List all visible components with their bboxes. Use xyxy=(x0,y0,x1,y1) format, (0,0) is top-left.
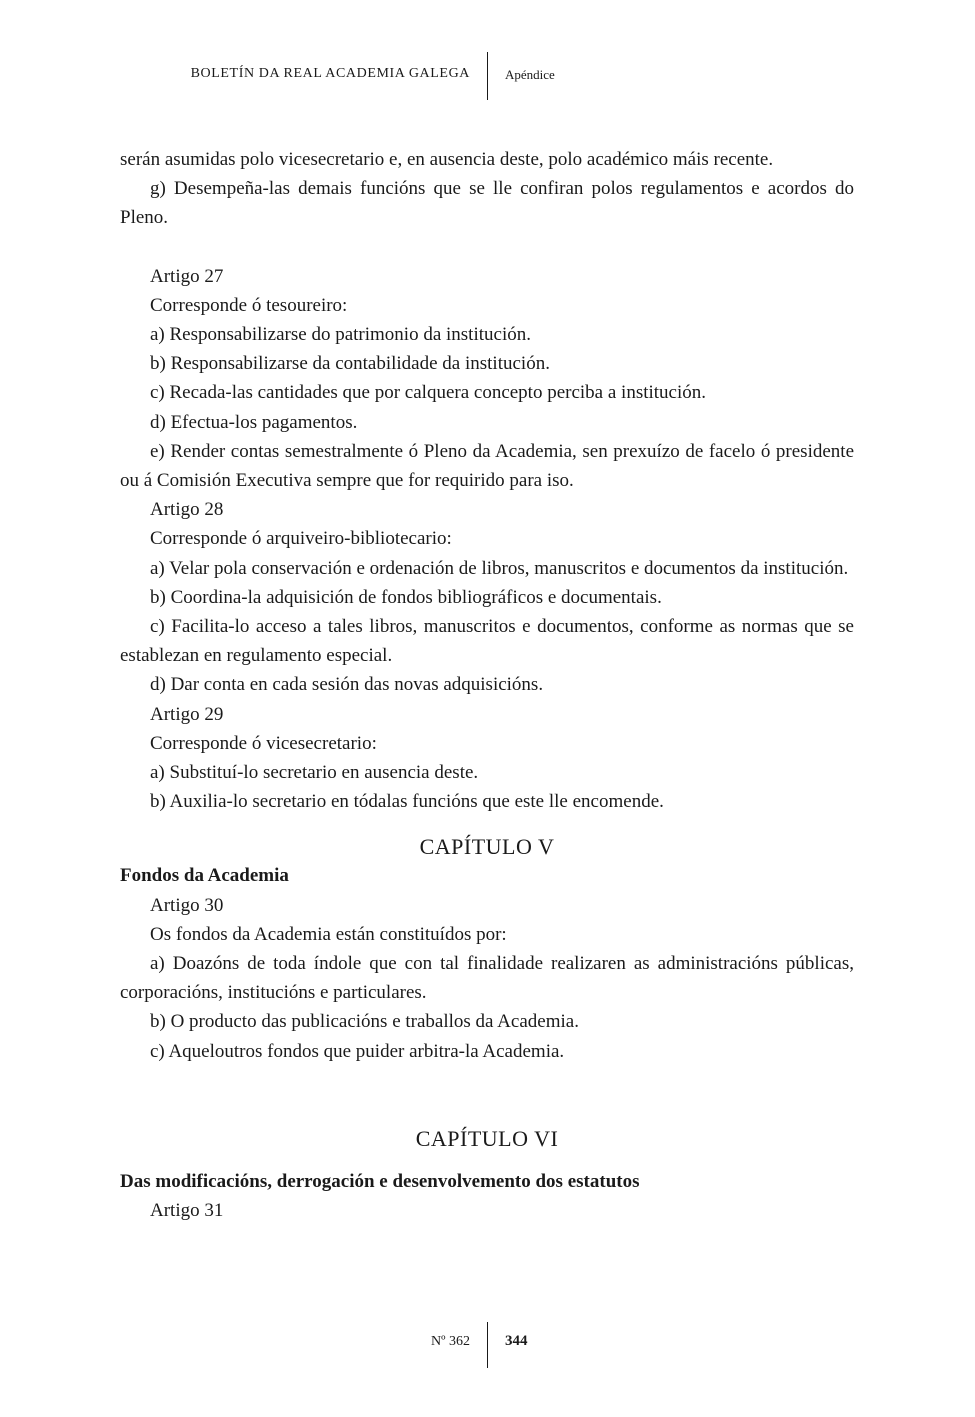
section-label: Apéndice xyxy=(505,67,555,82)
paragraph-item-g: g) Desempeña-las demais funcións que se lle confiran polos regulamentos e acordos do Pleno. xyxy=(120,178,854,229)
article-30-item-a: a) Doazóns de toda índole que con tal finalidade realizaren as administracións públicas, corporacións, institucións e particulares. xyxy=(120,953,854,1004)
article-28-item-a: a) Velar pola conservación e ordenación de libros, manuscritos e documentos da institución. xyxy=(150,557,849,579)
article-29-heading: Artigo 29 xyxy=(150,703,224,725)
article-27-item-c: c) Recada-las cantidades que por calquera concepto perciba a institución. xyxy=(150,382,707,404)
article-29-intro: Corresponde ó vicesecretario: xyxy=(150,732,377,754)
spacer xyxy=(120,1066,854,1124)
paragraph-continuation: serán asumidas polo vicesecretario e, en ausencia deste, polo académico máis recente. xyxy=(120,149,774,170)
article-27-heading: Artigo 27 xyxy=(150,265,224,287)
page-number: 344 xyxy=(505,1333,528,1349)
running-footer xyxy=(0,1322,975,1368)
article-27-intro: Corresponde ó tesoureiro: xyxy=(150,294,348,316)
article-27-item-a: a) Responsabilizarse do patrimonio da institución. xyxy=(150,324,531,346)
header-divider xyxy=(487,52,488,100)
chapter-6-heading: CAPÍTULO VI xyxy=(415,1125,559,1151)
chapter-5-title: Fondos da Academia xyxy=(120,865,289,887)
article-27-item-e: e) Render contas semestralmente ó Pleno da Academia, sen prexuízo de facelo ó presidente ou á Comisión Executiva sempre que for requirido para iso. xyxy=(120,440,854,492)
spacer xyxy=(120,1153,854,1167)
article-28-intro: Corresponde ó arquiveiro-bibliotecario: xyxy=(150,528,452,550)
article-28-heading: Artigo 28 xyxy=(150,499,224,521)
page-body xyxy=(120,145,854,1225)
article-30-item-b: b) O producto das publicacións e traballos da Academia. xyxy=(150,1011,579,1033)
article-28-item-b: b) Coordina-la adquisición de fondos bibliográficos e documentais. xyxy=(150,586,662,608)
spacer xyxy=(120,233,854,262)
article-30-heading: Artigo 30 xyxy=(150,894,224,916)
spacer xyxy=(120,816,854,832)
issue-number: Nº 362 xyxy=(431,1334,470,1349)
article-29-item-b: b) Auxilia-lo secretario en tódalas funcións que este lle encomende. xyxy=(150,791,664,813)
footer-divider xyxy=(487,1322,488,1368)
running-header xyxy=(0,52,975,100)
article-28-item-d: d) Dar conta en cada sesión das novas adquisicións. xyxy=(150,674,544,696)
article-30-item-c: c) Aqueloutros fondos que puider arbitra-la Academia. xyxy=(150,1040,565,1062)
article-30-intro: Os fondos da Academia están constituídos por: xyxy=(150,923,507,945)
chapter-5-heading: CAPÍTULO V xyxy=(419,834,555,860)
article-31-heading: Artigo 31 xyxy=(150,1200,224,1222)
article-29-item-a: a) Substituí-lo secretario en ausencia deste. xyxy=(150,762,479,784)
article-27-item-d: d) Efectua-los pagamentos. xyxy=(150,411,358,433)
article-28-item-c: c) Facilita-lo acceso a tales libros, manuscritos e documentos, conforme as normas que se establezan en regulamento especial. xyxy=(120,616,854,667)
chapter-6-title: Das modificacións, derrogación e desenvolvemento dos estatutos xyxy=(120,1170,640,1192)
article-27-item-b: b) Responsabilizarse da contabilidade da institución. xyxy=(150,353,550,375)
journal-title: BOLETÍN DA REAL ACADEMIA GALEGA xyxy=(190,66,470,81)
